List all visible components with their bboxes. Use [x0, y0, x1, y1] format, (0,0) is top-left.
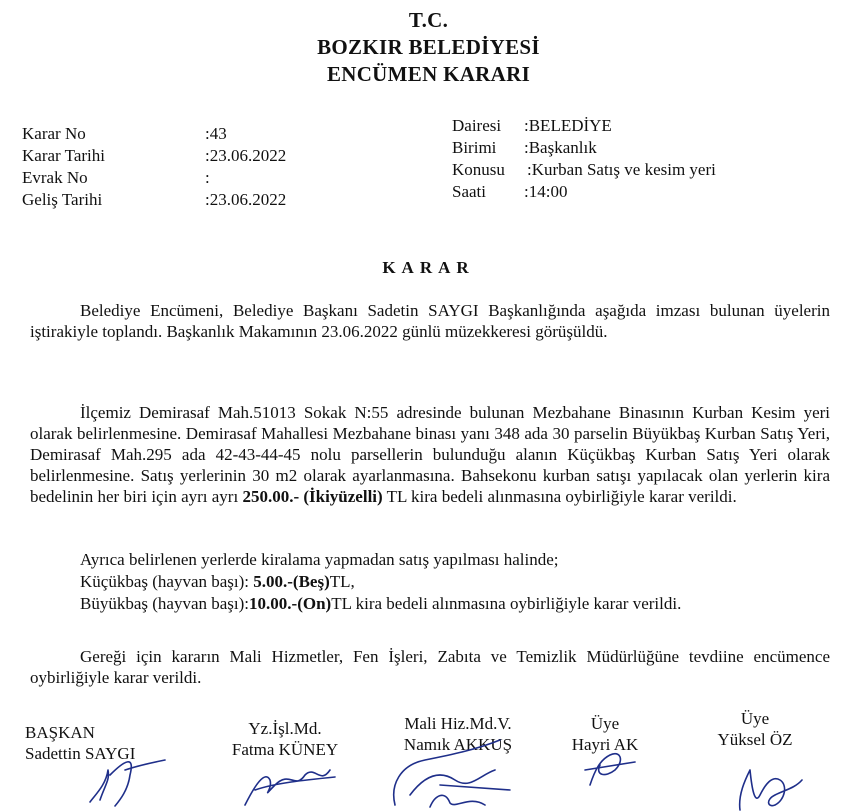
meta-row-karar-tarihi [22, 145, 286, 167]
meta-label: Geliş Tarihi [22, 190, 103, 209]
signature-scribble-finance [380, 735, 530, 812]
meta-row-dairesi [452, 115, 716, 137]
meta-row-konusu [452, 159, 716, 181]
signature-block-clerk [210, 718, 360, 760]
paragraph-text: İlçemiz Demirasaf Mah.51013 Sokak N:55 adresinde bulunan Mezbahane Binasının Kurban Kesim yeri olarak belirlenmesine. Demirasaf Mahallesi Mezbahane binası yanı 348 ada 30 parselin Büyükbaş Kurban Satış Yeri, Demirasaf Mah.295 ada 42-43-44-45 nolu parsellerin bulunduğu alanın Küçükbaş Kurban Satış Yeri olarak belirlenmesine. Satış yerlerinin 30 m2 olarak ayarlanmasına. Bahsekonu kurban satışı yapılacak olan yerlerin kira bedelinin her biri için ayrı ayrı [30, 403, 830, 506]
paragraph-decision [30, 402, 830, 507]
signature-title: Yz.İşl.Md. [248, 719, 322, 738]
signature-scribble-member-1 [575, 740, 645, 790]
line-rest: TL, [329, 572, 355, 591]
paragraph-text: Gereği için kararın Mali Hizmetler, Fen İşleri, Zabıta ve Temizlik Müdürlüğüne tevdiine encümence oybirliğiyle karar verildi. [30, 647, 830, 687]
meta-row-saati [452, 181, 716, 203]
paragraph-text: Belediye Encümeni, Belediye Başkanı Sadetin SAYGI Başkanlığında aşağıda imzası bulunan üyelerin iştirakiyle toplandı. Başkanlık Makamının 23.06.2022 günlü müzekkeresi görüşüldü. [30, 301, 830, 341]
meta-label: Birimi [452, 138, 497, 157]
line-label: Küçükbaş (hayvan başı): [80, 572, 250, 591]
signature-title: BAŞKAN [25, 723, 95, 742]
meta-row-evrak-no [22, 167, 286, 189]
meta-value: : [205, 168, 210, 187]
meta-label: Saati [452, 182, 486, 201]
meta-left [22, 123, 286, 211]
paragraph-meeting [30, 300, 830, 342]
meta-row-karar-no [22, 123, 286, 145]
meta-value: :14:00 [524, 182, 568, 201]
line-amount: 5.00.-(Beş) [253, 572, 330, 591]
line-amount: 10.00.-(On) [249, 594, 332, 613]
meta-right [452, 115, 716, 203]
line-additional: Ayrıca belirlenen yerlerde kiralama yapmadan satış yapılması halinde; [80, 550, 559, 569]
meta-value: :23.06.2022 [205, 190, 287, 209]
line-small-livestock [80, 572, 355, 592]
signature-title: Mali Hiz.Md.V. [404, 714, 512, 733]
meta-value: :Kurban Satış ve kesim yeri [527, 160, 716, 179]
meta-value: :23.06.2022 [205, 146, 287, 165]
signature-name: Hayri AK [571, 735, 639, 754]
meta-label: Konusu [452, 160, 505, 179]
signature-title: Üye [590, 714, 620, 733]
meta-label: Evrak No [22, 168, 88, 187]
header-municipality: BOZKIR BELEDİYESİ [317, 35, 540, 59]
signature-scribble-clerk [235, 755, 345, 810]
meta-label: Karar No [22, 124, 86, 143]
signature-title: Üye [740, 709, 770, 728]
header-tc: T.C. [408, 8, 449, 32]
meta-row-birimi [452, 137, 716, 159]
meta-label: Dairesi [452, 116, 502, 135]
line-rest: TL kira bedeli alınmasına oybirliğiyle karar verildi. [331, 594, 682, 613]
signature-name: Namık AKKUŞ [403, 735, 513, 754]
signature-scribble-member-2 [730, 760, 810, 812]
decision-title: KARAR [382, 258, 475, 277]
signature-block-member-2 [695, 708, 815, 750]
line-label: Büyükbaş (hayvan başı): [80, 594, 250, 613]
signature-name: Fatma KÜNEY [231, 740, 339, 759]
signature-scribble-president [80, 740, 190, 810]
header-document-type: ENCÜMEN KARARI [326, 62, 531, 86]
meta-value: :BELEDİYE [524, 116, 612, 135]
rent-amount: 250.00.- (İkiyüzelli) [242, 487, 383, 506]
line-big-livestock [80, 594, 681, 614]
meta-row-gelis-tarihi [22, 189, 286, 211]
meta-label: Karar Tarihi [22, 146, 105, 165]
paragraph-text-end: TL kira bedeli alınmasına oybirliğiyle karar verildi. [386, 487, 737, 506]
paragraph-referral [30, 646, 830, 688]
meta-value: :43 [205, 124, 227, 143]
signature-name: Sadettin SAYGI [25, 744, 136, 763]
meta-value: :Başkanlık [524, 138, 597, 157]
signature-name: Yüksel ÖZ [717, 730, 793, 749]
